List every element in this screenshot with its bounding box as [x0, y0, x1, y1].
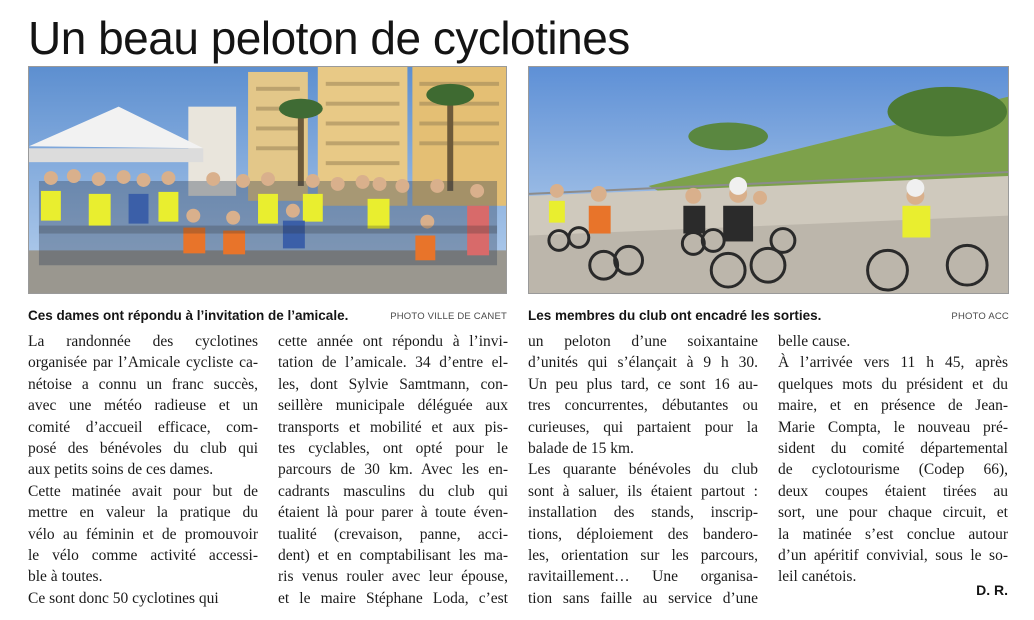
article-line: cadrants masculins du club qui	[278, 482, 508, 500]
photo-caption-left: Ces dames ont répondu à l’invitation de l’amicale.	[28, 308, 349, 323]
article-line: parcours de 30 km. Avec les en-	[278, 461, 508, 479]
article-line: avec une météo radieuse et un	[28, 397, 258, 415]
article-line: et le maire Stéphane Loda, c’est	[278, 589, 508, 607]
photo-caption-right: Les membres du club ont encadré les sorties.	[528, 308, 822, 323]
article-column-3	[528, 331, 758, 609]
article-line: dent) et en comptabilisant les ma-	[278, 547, 508, 565]
article-line: Les quarante bénévoles du club	[528, 461, 758, 479]
article-line: ris venus rouler avec leur épouse,	[278, 568, 508, 586]
article-line: ravitaillement… Une organisa-	[528, 568, 758, 586]
article-line: étaient là pour parer à toute éven-	[278, 504, 508, 522]
article-line: le vélo comme activité accessi-	[28, 547, 258, 565]
article-line: tions, déploiement des bandero-	[528, 525, 758, 543]
group-photo-image	[29, 67, 506, 293]
group-photo	[28, 66, 507, 294]
article-line: tation de l’amicale. 34 d’entre el-	[278, 354, 508, 372]
article-line: transports et mobilité et aux pis-	[278, 418, 508, 436]
article-line: les, orientation sur les parcours,	[528, 547, 758, 565]
article-column-2	[278, 331, 508, 609]
article-line: belle cause.	[778, 333, 851, 350]
photo-credit-left: PHOTO VILLE DE CANET	[390, 311, 507, 322]
article-line: sort, une pour chaque circuit, et	[778, 504, 1008, 522]
article-line: À l’arrivée vers 11 h 45, après	[778, 354, 1008, 372]
article-line: vélo au féminin et de promouvoir	[28, 525, 258, 543]
ride-photo	[528, 66, 1009, 294]
article-line: sident du comité départemental	[778, 440, 1008, 458]
article-line: cette année ont répondu à l’invi-	[278, 333, 508, 350]
ride-photo-image	[529, 67, 1008, 293]
article-line: aux petits soins de ces dames.	[28, 461, 214, 479]
article-line: installation des stands, inscrip-	[528, 504, 758, 522]
article-line: d’un apéritif convivial, sous le so-	[778, 547, 1008, 565]
article-line: maire, et en présence de Jean-	[778, 397, 1008, 415]
article-column-1	[28, 331, 258, 609]
article-line: La randonnée des cyclotines	[28, 333, 258, 350]
article-line: comité d’accueil efficace, com-	[28, 418, 258, 436]
article-line: seillère municipale déléguée aux	[278, 397, 508, 415]
article-line: organisée par l’Amicale cycliste ca-	[28, 354, 258, 372]
article-line: Cette matinée avait pour but de	[28, 482, 258, 500]
article-line: tion sans faille au service d’une	[528, 589, 758, 607]
article-column-4	[778, 331, 1008, 588]
article-line: Ce sont donc 50 cyclotines qui	[28, 589, 219, 607]
article-line: Un peu plus tard, ce sont 16 au-	[528, 375, 758, 393]
article-line: Marie Compta, le nouveau pré-	[778, 418, 1008, 436]
article-line: deux coupes étaient tirées au	[778, 482, 1008, 500]
article-line: posé des bénévoles du club qui	[28, 440, 258, 458]
author-signature: D. R.	[976, 582, 1008, 598]
cyclist-group	[39, 169, 497, 265]
article-line: nétoise a connu un franc succès,	[28, 375, 258, 393]
article-line: un peloton d’une soixantaine	[528, 333, 758, 350]
article-line: curieuses, qui partaient pour la	[528, 418, 758, 436]
photo-credit-right: PHOTO ACC	[951, 311, 1009, 322]
article-line: tres concurrentes, débutantes ou	[528, 397, 758, 415]
article-line: mettre en valeur la pratique du	[28, 504, 258, 522]
article-line: sont à saluer, ils étaient partout :	[528, 482, 758, 500]
article-line: de cyclotourisme (Codep 66),	[778, 461, 1008, 479]
article-line: balade de 15 km.	[528, 440, 634, 458]
article-line: quelques mots du président et du	[778, 375, 1008, 393]
article-line: la matinée s’est conclue autour	[778, 525, 1008, 543]
article-line: tes cyclables, ont opté pour le	[278, 440, 508, 458]
article-headline: Un beau peloton de cyclotines	[28, 12, 630, 64]
article-line: les, dont Sylvie Samtmann, con-	[278, 375, 508, 393]
article-line: tualité (crevaison, panne, acci-	[278, 525, 508, 543]
article-line: leil canétois.	[778, 568, 857, 586]
article-line: ble à toutes.	[28, 568, 103, 586]
article-line: d’unités qui s’élançait à 9 h 30.	[528, 354, 758, 372]
